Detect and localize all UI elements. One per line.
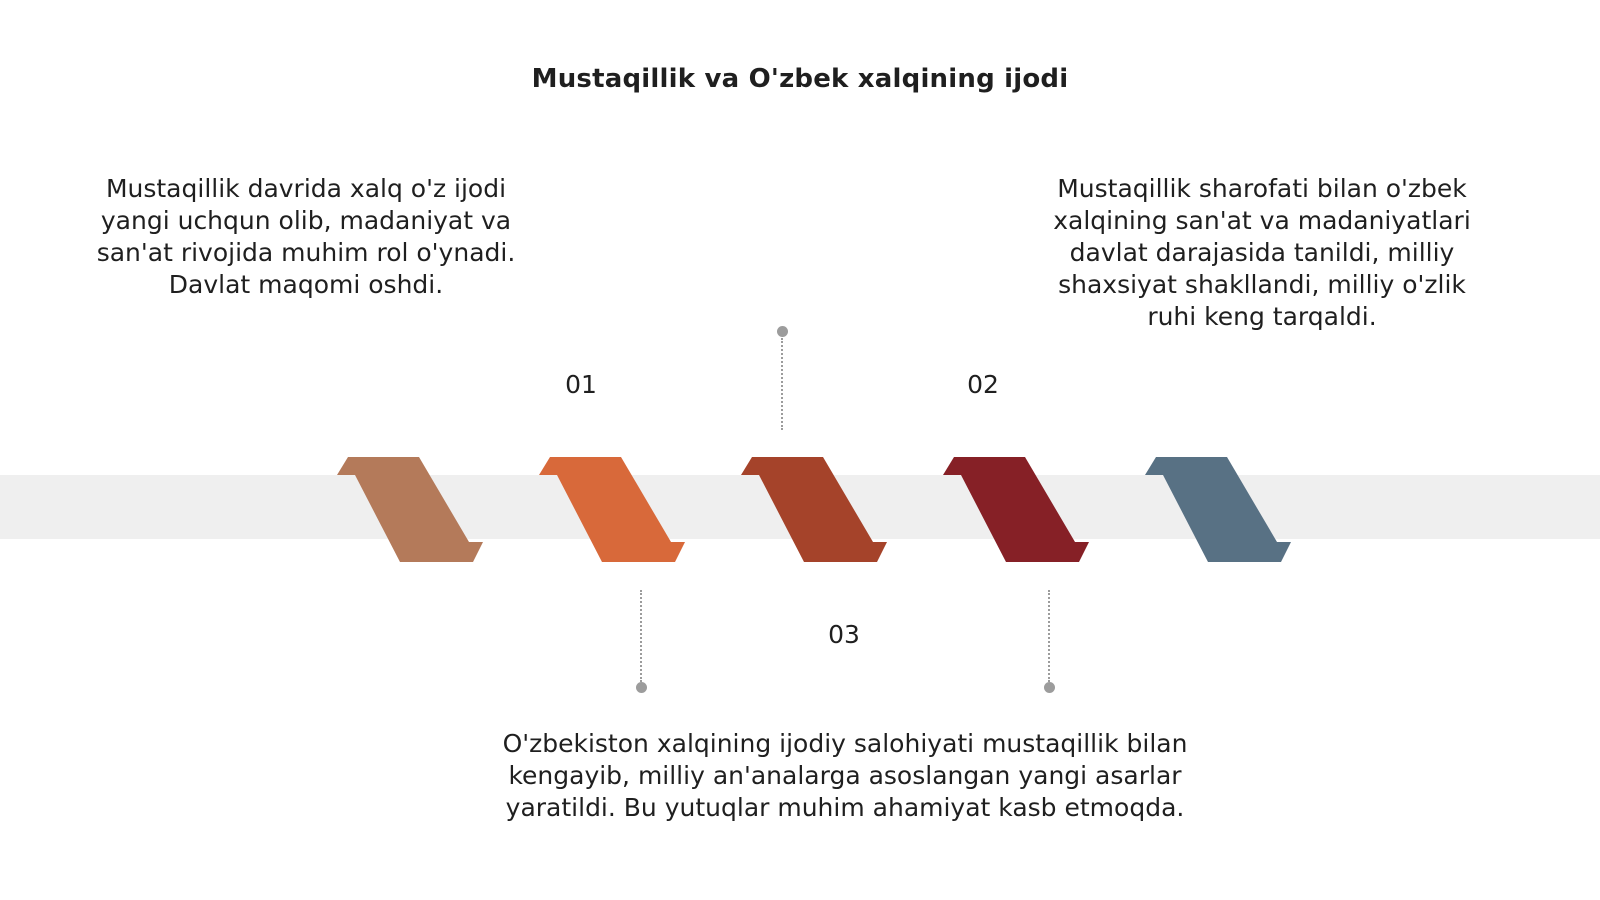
timeline-shape-1 <box>337 457 483 562</box>
timeline-shape-4 <box>943 457 1089 562</box>
diagram-title: Mustaqillik va O'zbek xalqining ijodi <box>531 64 1069 94</box>
step-02-description: Mustaqillik sharofati bilan o'zbek xalqining san'at va madaniyatlari davlat darajasida tanildi, milliy shaxsiyat shakllandi, milliy o'zlik ruhi keng tarqaldi. <box>1053 174 1471 331</box>
step-03-number: 03 <box>828 620 860 649</box>
timeline-shape-2 <box>539 457 685 562</box>
step-03-description: O'zbekiston xalqining ijodiy salohiyati mustaqillik bilan kengayib, milliy an'analarga asoslangan yangi asarlar yaratildi. Bu yutuqlar muhim ahamiyat kasb etmoqda. <box>502 729 1188 822</box>
step-02-number: 02 <box>967 370 999 399</box>
timeline-shape-3 <box>741 457 887 562</box>
step-01-description: Mustaqillik davrida xalq o'z ijodi yangi uchqun olib, madaniyat va san'at rivojida muhim rol o'ynadi. Davlat maqomi oshdi. <box>96 174 516 299</box>
step-01-number: 01 <box>565 370 597 399</box>
timeline-shape-5 <box>1145 457 1291 562</box>
